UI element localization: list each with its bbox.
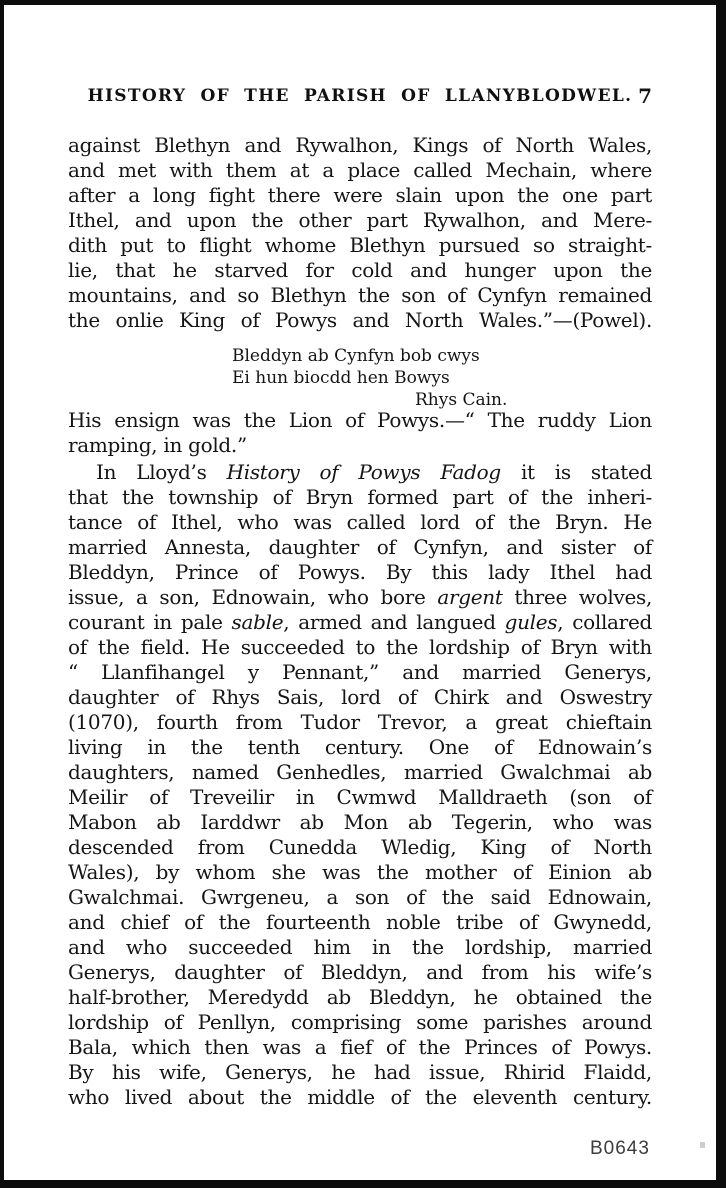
text-line: descended from Cunedda Wledig, King of North	[68, 835, 652, 859]
text-line: issue, a son, Ednowain, who bore argent three wolves,	[68, 585, 652, 609]
text-line: Wales), by whom she was the mother of Einion ab	[68, 860, 652, 884]
text-line: Generys, daughter of Bleddyn, and from his wife’s	[68, 960, 652, 984]
text-line: married Annesta, daughter of Cynfyn, and sister of	[68, 535, 652, 559]
text-line: the onlie King of Powys and North Wales.”—(Powel).	[68, 308, 652, 332]
text-line: In Lloyd’s History of Powys Fadog it is stated	[96, 460, 653, 484]
text-line: living in the tenth century. One of Ednowain’s	[68, 735, 652, 759]
text-line: half-brother, Meredydd ab Bleddyn, he obtained the	[68, 985, 652, 1009]
text-line: “ Llanfihangel y Pennant,” and married Generys,	[68, 660, 652, 684]
verse-line: Ei hun biocdd hen Bowys	[232, 368, 450, 388]
text-line: daughters, named Genhedles, married Gwalchmai ab	[68, 760, 652, 784]
paragraph-powel-quote	[68, 133, 652, 333]
text-line: Meilir of Treveilir in Cwmwd Malldraeth (son of	[68, 785, 652, 809]
text-line: Bleddyn, Prince of Powys. By this lady Ithel had	[68, 560, 652, 584]
text-line: His ensign was the Lion of Powys.—“ The ruddy Lion	[68, 408, 652, 432]
text-line: lordship of Penllyn, comprising some parishes around	[68, 1010, 652, 1034]
text-column	[68, 5, 652, 1180]
text-line: ramping, in gold.”	[68, 433, 247, 457]
page-title: HISTORY OF THE PARISH OF LLANYBLODWEL.	[87, 86, 633, 106]
paragraph-ensign	[68, 408, 652, 458]
verse-line: Bleddyn ab Cynfyn bob cwys	[232, 346, 480, 366]
running-header	[68, 86, 652, 106]
text-line: and who succeeded him in the lordship, married	[68, 935, 652, 959]
text-line: Gwalchmai. Gwrgeneu, a son of the said Ednowain,	[68, 885, 652, 909]
text-line: courant in pale sable, armed and langued gules, collared	[68, 610, 652, 634]
scan-artifact-mark	[700, 1142, 705, 1148]
text-line: after a long fight there were slain upon the one part	[68, 183, 652, 207]
verse-block	[232, 345, 507, 411]
scan-id-stamp: B0643	[590, 1138, 650, 1159]
text-line: and chief of the fourteenth noble tribe of Gwynedd,	[68, 910, 652, 934]
text-line: Ithel, and upon the other part Rywalhon, and Mere-	[68, 208, 652, 232]
text-line: By his wife, Generys, he had issue, Rhirid Flaidd,	[68, 1060, 652, 1084]
text-line: of the field. He succeeded to the lordship of Bryn with	[68, 635, 652, 659]
page-number: 7	[638, 84, 652, 108]
text-line: mountains, and so Blethyn the son of Cynfyn remained	[68, 283, 652, 307]
text-line: (1070), fourth from Tudor Trevor, a great chieftain	[68, 710, 652, 734]
text-line: lie, that he starved for cold and hunger upon the	[68, 258, 652, 282]
paragraph-lloyds-history	[68, 460, 652, 1110]
text-line: against Blethyn and Rywalhon, Kings of North Wales,	[68, 133, 652, 157]
text-line: tance of Ithel, who was called lord of the Bryn. He	[68, 510, 652, 534]
text-line: dith put to flight whome Blethyn pursued so straight-	[68, 233, 652, 257]
text-line: Mabon ab Iarddwr ab Mon ab Tegerin, who was	[68, 810, 652, 834]
text-line: that the township of Bryn formed part of the inheri-	[68, 485, 652, 509]
text-line: daughter of Rhys Sais, lord of Chirk and Oswestry	[68, 685, 652, 709]
book-page	[4, 5, 716, 1180]
text-line: and met with them at a place called Mechain, where	[68, 158, 652, 182]
verse-attribution: Rhys Cain.	[415, 390, 508, 410]
text-line: Bala, which then was a fief of the Princes of Powys.	[68, 1035, 652, 1059]
text-line: who lived about the middle of the eleventh century.	[68, 1085, 652, 1109]
